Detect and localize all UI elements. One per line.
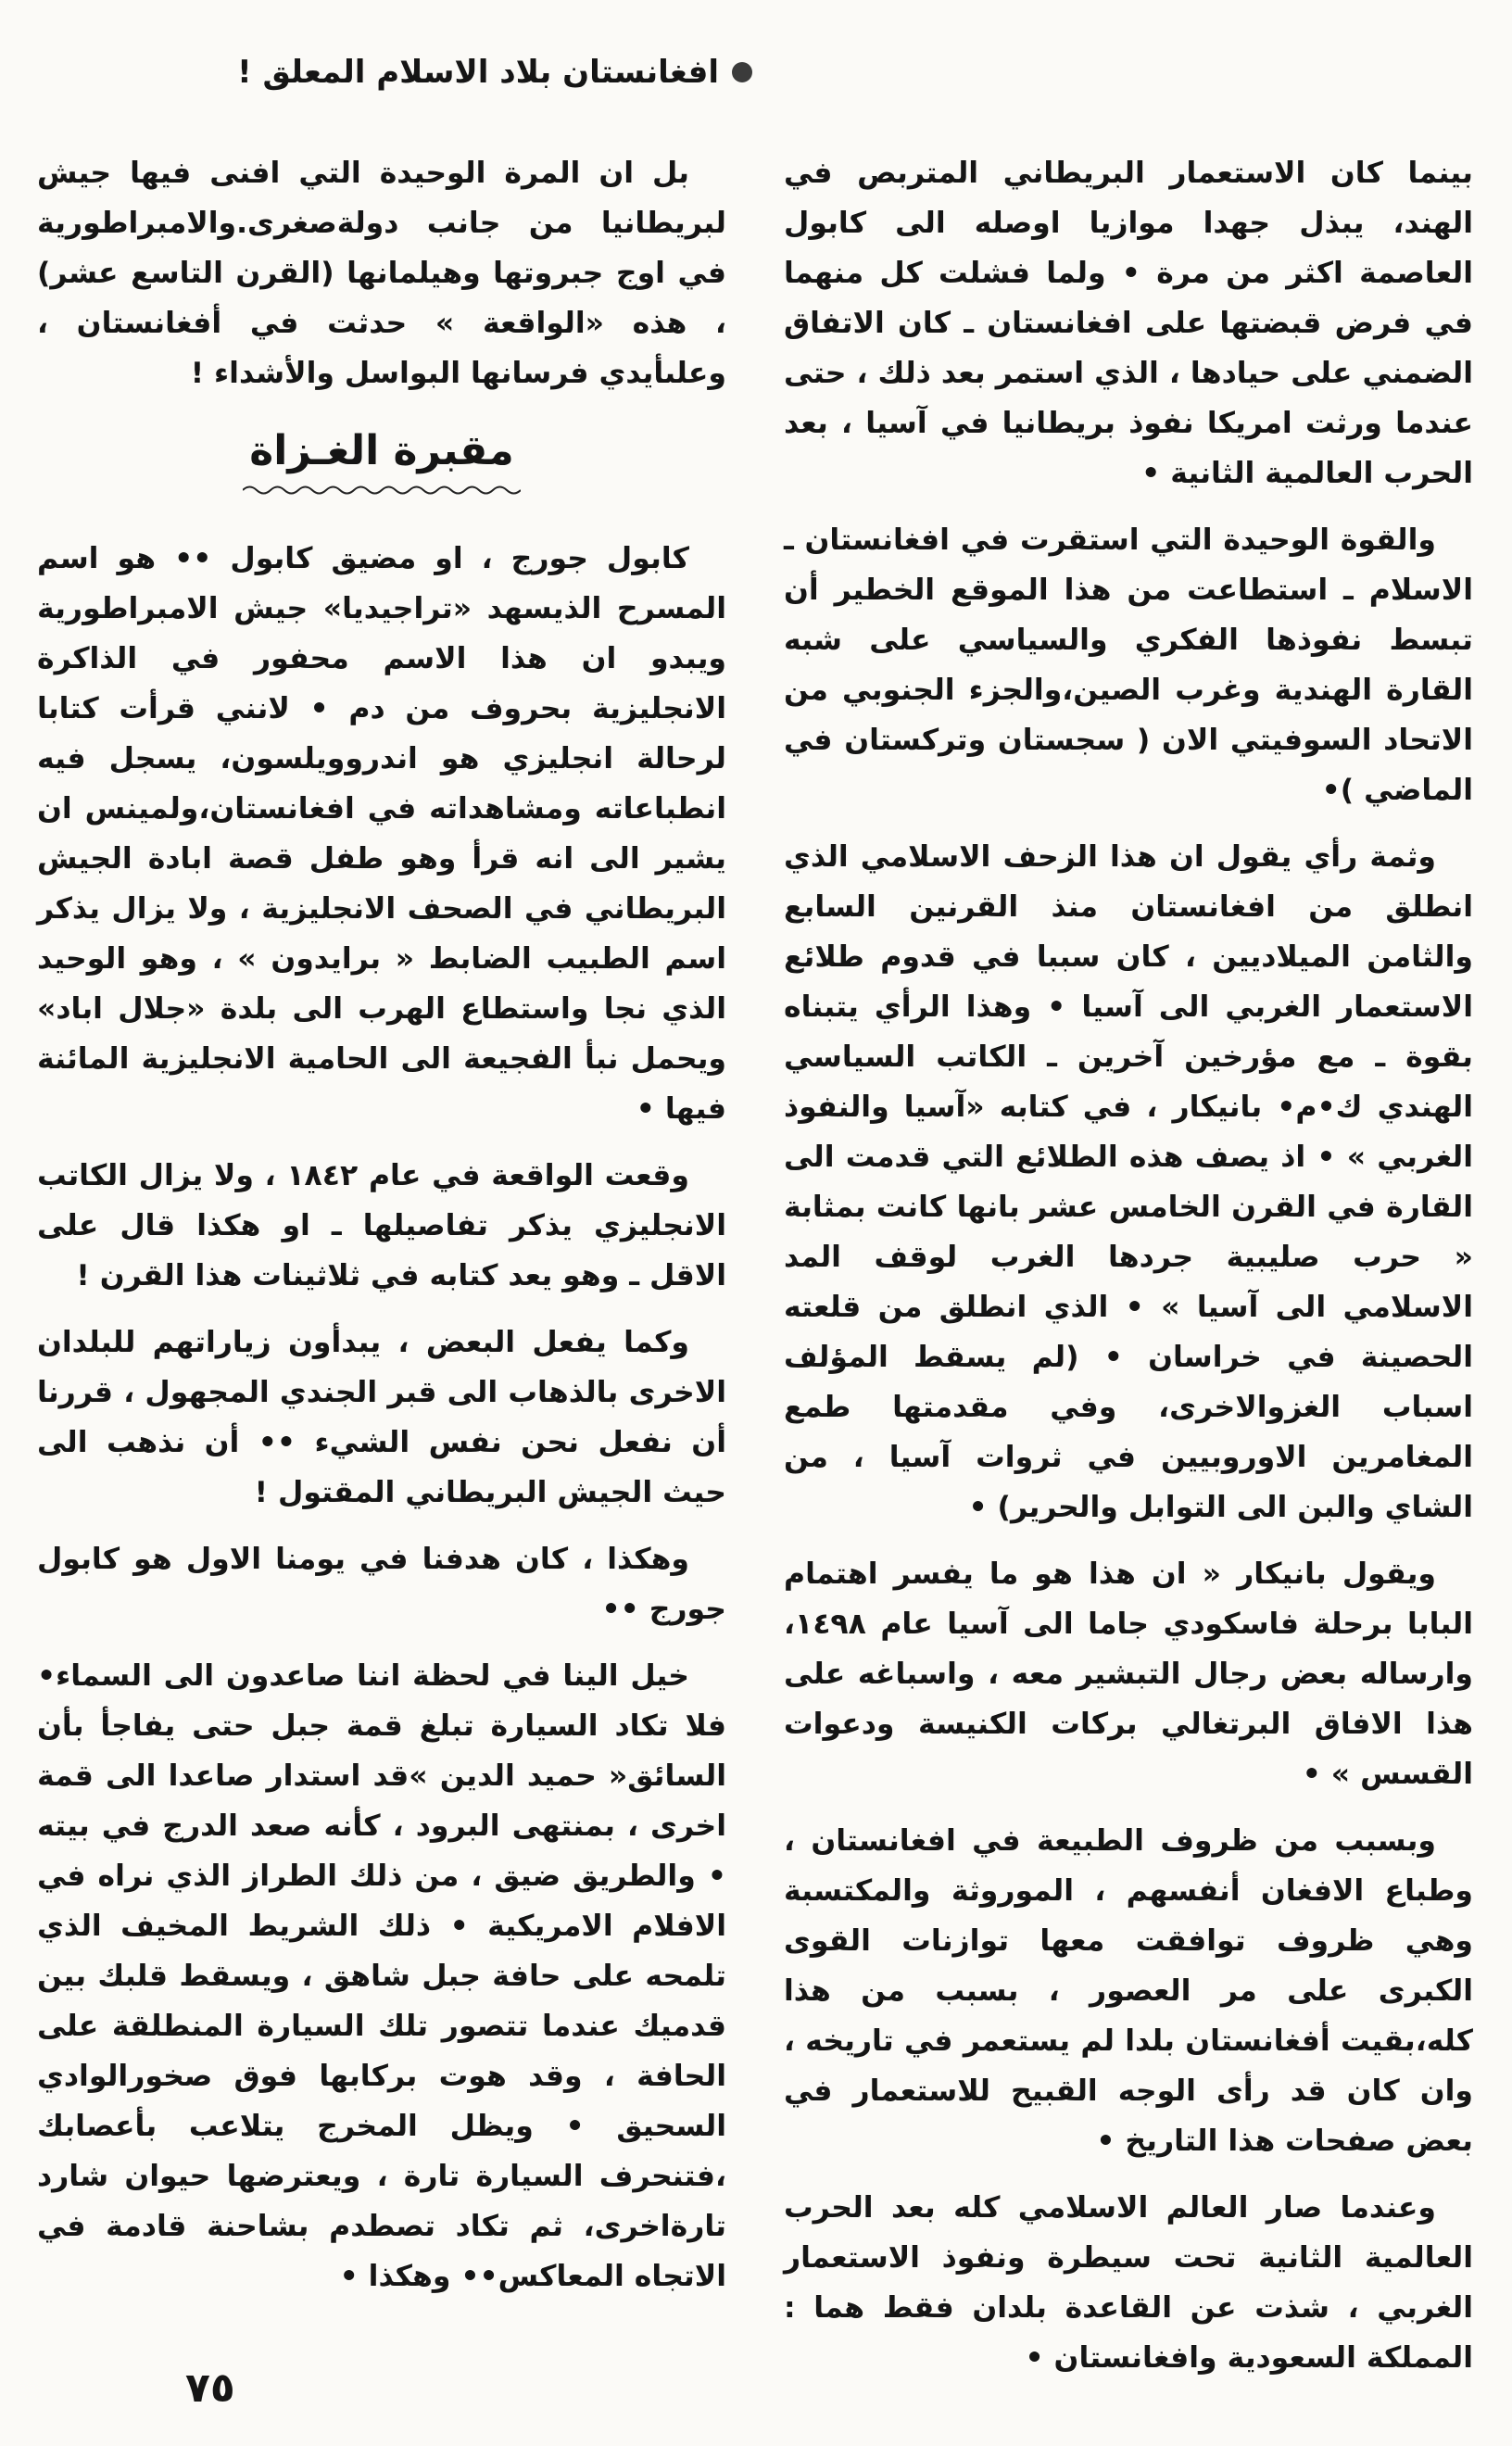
right-column [784,148,1473,2400]
page-number: ٧٥ [185,2364,235,2412]
paragraph: وقعت الواقعة في عام ١٨٤٢ ، ولا يزال الكاتب الانجليزي يذكر تفاصيلها ـ او هكذا قال على الاقل ـ وهو يعد كتابه في ثلاثينات هذا القرن ! [37,1159,726,1292]
left-column [37,148,726,2318]
paragraph: بينما كان الاستعمار البريطاني المتربص في الهند، يبذل جهدا موازيا اوصله الى كابول العاصمة اكثر من مرة • ولما فشلت كل منهما في فرض قبضتها على افغانستان ـ كان الاتفاق الضمني على حيادها ، الذي استمر بعد ذلك ، حتى عندما ورثت امريكا نفوذ بريطانيا في آسيا ، بعد الحرب العالمية الثانية • [784,157,1473,490]
section-title: مقبرة الغـزاة [249,427,514,474]
paragraph: وعندما صار العالم الاسلامي كله بعد الحرب العالمية الثانية تحت سيطرة ونفوذ الاستعمار الغربي ، شذت عن القاعدة بلدان فقط هما : المملكة السعودية وافغانستان • [784,2191,1473,2375]
paragraph: خيل الينا في لحظة اننا صاعدون الى السماء• فلا تكاد السيارة تبلغ قمة جبل حتى يفاجأ بأن السائق« حميد الدين »قد استدار صاعدا الى قمة اخرى ، بمنتهى البرود ، كأنه صعد الدرج في بيته • والطريق ضيق ، من ذلك الطراز الذي نراه في الافلام الامريكية • ذلك الشريط المخيف الذي تلمحه على حافة جبل شاهق ، ويسقط قلبك بين قدميك عندما تتصور تلك السيارة المنطلقة على الحافة ، وقد هوت بركابها فوق صخورالوادي السحيق • ويظل المخرج يتلاعب بأعصابك ،فتنحرف السيارة تارة ، ويعترضها حيوان شارد تارةاخرى، ثم تكاد تصطدم بشاحنة قادمة في الاتجاه المعاكس•• وهكذا • [37,1659,726,2293]
paragraph: وكما يفعل البعض ، يبدأون زياراتهم للبلدان الاخرى بالذهاب الى قبر الجندي المجهول ، قررنا أن نفعل نحن نفس الشيء •• أن نذهب الى حيث الجيش البريطاني المقتول ! [37,1326,726,1509]
intro-paragraph: بل ان المرة الوحيدة التي افنى فيها جيش لبريطانيا من جانب دولةصغرى.والامبراطورية في اوج جبروتها وهيلمانها (القرن التاسع عشر) ، هذه «الواقعة » حدثت في أفغانستان ، وعلىأيدي فرسانها البواسل والأشداء ! [37,157,726,390]
header-title: افغانستان بلاد الاسلام المعلق ! [237,54,719,91]
paragraph: كابول جورج ، او مضيق كابول •• هو اسم المسرح الذيسهد «تراجيديا» جيش الامبراطورية ويبدو ان هذا الاسم محفور في الذاكرة الانجليزية بحروف من دم • لانني قرأت كتابا لرحالة انجليزي هو اندروويلسون، يسجل فيه انطباعاته ومشاهداته في افغانستان،ولمينس ان يشير الى انه قرأ وهو طفل قصة ابادة الجيش البريطاني في الصحف الانجليزية ، ولا يزال يذكر اسم الطبيب الضابط « برايدون » ، وهو الوحيد الذي نجا واستطاع الهرب الى بلدة «جلال اباد» ويحمل نبأ الفجيعة الى الحامية الانجليزية المائنة فيها • [37,542,726,1126]
running-header [237,54,752,91]
wavy-underline-icon [243,484,521,497]
paragraph: وثمة رأي يقول ان هذا الزحف الاسلامي الذي انطلق من افغانستان منذ القرنين السابع والثامن الميلاديين ، كان سببا في قدوم طلائع الاستعمار الغربي الى آسيا • وهذا الرأي يتبناه بقوة ـ مع مؤرخين آخرين ـ الكاتب السياسي الهندي ك•م• بانيكار ، في كتابه «آسيا والنفوذ الغربي » • اذ يصف هذه الطلائع التي قدمت الى القارة في القرن الخامس عشر بانها كانت بمثابة « حرب صليبية جردها الغرب لوقف المد الاسلامي الى آسيا » • الذي انطلق من قلعته الحصينة في خراسان • (لم يسقط المؤلف اسباب الغزوالاخرى، وفي مقدمتها طمع المغامرين الاوروبيين في ثروات آسيا ، من الشاي والبن الى التوابل والحرير) • [784,840,1473,1524]
paragraph: والقوة الوحيدة التي استقرت في افغانستان ـ الاسلام ـ استطاعت من هذا الموقع الخطير أن تبسط نفوذها الفكري والسياسي على شبه القارة الهندية وغرب الصين،والجزء الجنوبي من الاتحاد السوفيتي الان ( سجستان وتركستان في الماضي )• [784,523,1473,807]
paragraph: وبسبب من ظروف الطبيعة في افغانستان ، وطباع الافغان أنفسهم ، الموروثة والمكتسبة وهي ظروف توافقت معها توازنات القوى الكبرى على مر العصور ، بسبب من هذا كله،بقيت أفغانستان بلدا لم يستعمر في تاريخه ، وان كان قد رأى الوجه القبيح للاستعمار في بعض صفحات هذا التاريخ • [784,1824,1473,2158]
paragraph: وهكذا ، كان هدفنا في يومنا الاول هو كابول جورج •• [37,1543,726,1626]
bullet-icon [732,62,752,82]
paragraph: ويقول بانيكار « ان هذا هو ما يفسر اهتمام البابا برحلة فاسكودي جاما الى آسيا عام ١٤٩٨، وارساله بعض رجال التبشير معه ، واسباغه على هذا الافاق البرتغالي بركات الكنيسة ودعوات القسس » • [784,1557,1473,1791]
section-heading [37,426,726,497]
